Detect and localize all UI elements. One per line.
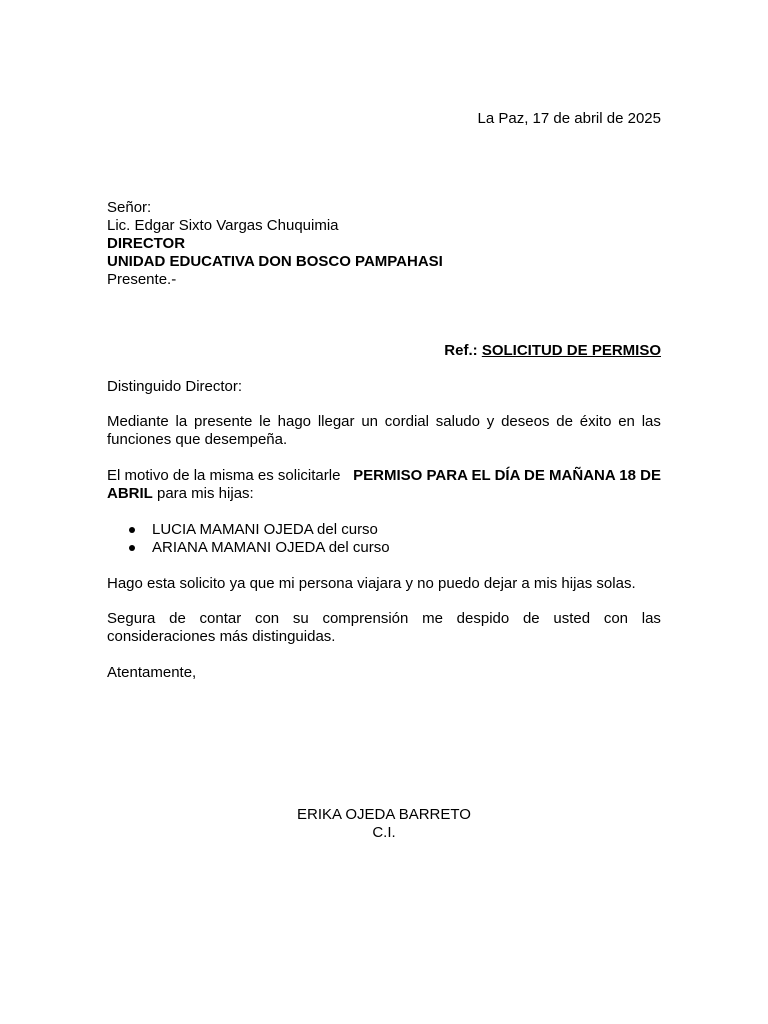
word: contar <box>199 610 242 627</box>
paragraph-motive <box>107 467 661 503</box>
greeting: Distinguido Director: <box>107 378 243 395</box>
word: la <box>175 413 188 430</box>
paragraph-motive-bold-2: ABRIL <box>107 485 153 502</box>
bullet-icon <box>129 527 135 533</box>
recipient-block <box>107 199 661 289</box>
reference-label: Ref.: <box>444 342 478 359</box>
paragraph-farewell-line-2: consideraciones más distinguidas. <box>107 628 336 645</box>
paragraph-motive-line-1 <box>107 467 661 485</box>
signature-block <box>107 806 661 842</box>
recipient-salutation: Señor: <box>107 199 152 216</box>
list-item <box>107 539 661 557</box>
paragraph-motive-suffix: para mis hijas: <box>152 485 254 502</box>
letter-date: La Paz, 17 de abril de 2025 <box>477 110 661 127</box>
paragraph-intro-line-2: funciones que desempeña. <box>107 431 288 448</box>
word: en <box>618 413 635 430</box>
word: Mediante <box>107 413 169 430</box>
paragraph-reason: Hago esta solicito ya que mi persona viajara y no puedo dejar a mis hijas solas. <box>107 575 636 592</box>
word: le <box>259 413 271 430</box>
word: de <box>556 413 573 430</box>
reference-subject: SOLICITUD DE PERMISO <box>481 342 661 359</box>
reference-line <box>107 342 661 360</box>
word: su <box>292 610 309 627</box>
word: despido <box>456 610 510 627</box>
word: de <box>169 610 186 627</box>
word: presente <box>194 413 253 430</box>
bullet-icon <box>129 545 135 551</box>
paragraph-farewell-line-1 <box>107 610 661 628</box>
child-name: ARIANA MAMANI OJEDA del curso <box>152 539 390 556</box>
recipient-institution: UNIDAD EDUCATIVA DON BOSCO PAMPAHASI <box>107 253 443 270</box>
word: saludo <box>435 413 480 430</box>
closing: Atentamente, <box>107 664 197 681</box>
word: con <box>603 610 628 627</box>
paragraph-farewell <box>107 610 661 646</box>
word: las <box>641 413 661 430</box>
word: hago <box>277 413 312 430</box>
word: y <box>486 413 495 430</box>
recipient-title: DIRECTOR <box>107 235 186 252</box>
word: éxito <box>579 413 612 430</box>
word: las <box>641 610 661 627</box>
word: Segura <box>107 610 156 627</box>
children-list <box>107 521 661 557</box>
children-list-container <box>107 521 661 557</box>
word: comprensión <box>322 610 409 627</box>
signature-id-label: C.I. <box>372 824 396 841</box>
signature-name: ERIKA OJEDA BARRETO <box>297 806 471 823</box>
paragraph-motive-prefix: El motivo de la misma es solicitarle <box>107 467 345 484</box>
paragraph-motive-bold-1: PERMISO PARA EL DÍA DE MAÑANA 18 DE <box>353 467 661 484</box>
word: con <box>254 610 280 627</box>
word: llegar <box>317 413 355 430</box>
word: de <box>522 610 540 627</box>
paragraph-intro <box>107 413 661 449</box>
recipient-name: Lic. Edgar Sixto Vargas Chuquimia <box>107 217 339 234</box>
list-item <box>107 521 661 539</box>
word: cordial <box>384 413 429 430</box>
word: un <box>361 413 378 430</box>
child-name: LUCIA MAMANI OJEDA del curso <box>152 521 378 538</box>
paragraph-intro-line-1 <box>107 413 661 431</box>
recipient-presente: Presente.- <box>107 271 177 288</box>
word: deseos <box>501 413 550 430</box>
word: me <box>422 610 443 627</box>
paragraph-motive-line-2 <box>107 485 661 503</box>
word: usted <box>553 610 591 627</box>
farewell-words <box>107 610 661 628</box>
